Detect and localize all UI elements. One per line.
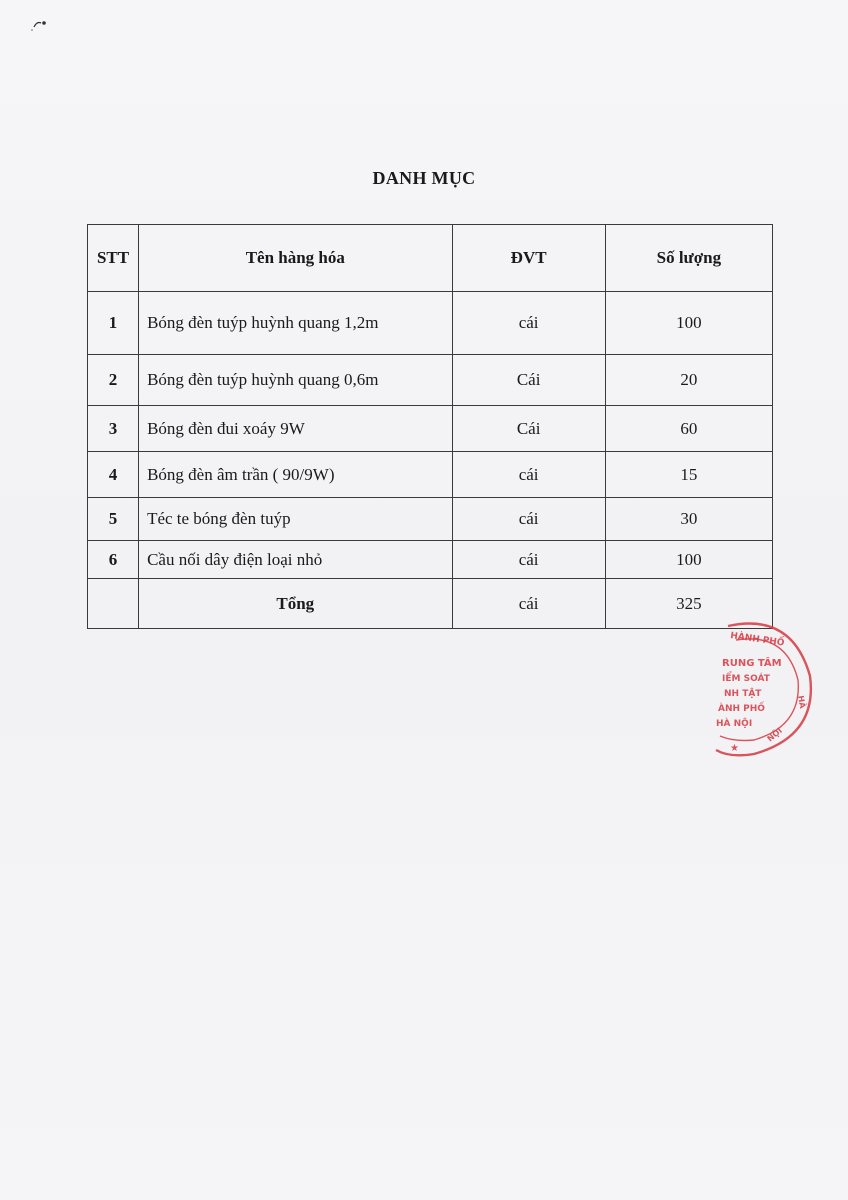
- seal-line: NỘI: [765, 726, 784, 744]
- total-unit: cái: [452, 579, 605, 629]
- header-qty: Số lượng: [605, 225, 772, 292]
- row-name: Bóng đèn đui xoáy 9W: [139, 406, 452, 452]
- row-stt: 6: [88, 541, 139, 579]
- total-label: Tổng: [139, 579, 452, 629]
- total-row: [88, 579, 773, 629]
- row-qty: 15: [605, 452, 772, 498]
- items-table: [87, 224, 773, 629]
- row-name: Cầu nối dây điện loại nhỏ: [139, 541, 452, 579]
- row-stt: 4: [88, 452, 139, 498]
- row-qty: 60: [605, 406, 772, 452]
- table-row: [88, 541, 773, 579]
- table-row: [88, 355, 773, 406]
- row-qty: 20: [605, 355, 772, 406]
- table-row: [88, 292, 773, 355]
- header-stt: STT: [88, 225, 139, 292]
- scan-mark: [30, 14, 52, 32]
- seal-line: HÀ: [796, 694, 808, 710]
- row-unit: cái: [452, 541, 605, 579]
- row-stt: 3: [88, 406, 139, 452]
- row-name: Bóng đèn âm trần ( 90/9W): [139, 452, 452, 498]
- seal-line: NH TẬT: [724, 689, 762, 699]
- row-name: Téc te bóng đèn tuýp: [139, 498, 452, 541]
- seal-line: RUNG TÂM: [722, 658, 782, 669]
- row-unit: cái: [452, 498, 605, 541]
- official-seal: [700, 618, 816, 766]
- row-qty: 100: [605, 292, 772, 355]
- total-qty: 325: [605, 579, 772, 629]
- row-qty: 30: [605, 498, 772, 541]
- row-qty: 100: [605, 541, 772, 579]
- row-stt: 5: [88, 498, 139, 541]
- seal-line: HÀNH PHỐ: [729, 631, 785, 649]
- table-header-row: [88, 225, 773, 292]
- total-stt: [88, 579, 139, 629]
- table-row: [88, 406, 773, 452]
- header-name: Tên hàng hóa: [139, 225, 452, 292]
- row-unit: Cái: [452, 355, 605, 406]
- seal-line: IỂM SOÁT: [722, 674, 770, 684]
- row-unit: cái: [452, 452, 605, 498]
- row-name: Bóng đèn tuýp huỳnh quang 1,2m: [139, 292, 452, 355]
- row-unit: Cái: [452, 406, 605, 452]
- header-unit: ĐVT: [452, 225, 605, 292]
- row-stt: 1: [88, 292, 139, 355]
- document-title: DANH MỤC: [372, 168, 476, 188]
- seal-line: HÀ NỘI: [716, 719, 753, 729]
- seal-line: ÀNH PHỐ: [718, 704, 765, 714]
- row-name: Bóng đèn tuýp huỳnh quang 0,6m: [139, 355, 452, 406]
- table-row: [88, 498, 773, 541]
- row-stt: 2: [88, 355, 139, 406]
- seal-star: ★: [730, 743, 739, 754]
- row-unit: cái: [452, 292, 605, 355]
- table-row: [88, 452, 773, 498]
